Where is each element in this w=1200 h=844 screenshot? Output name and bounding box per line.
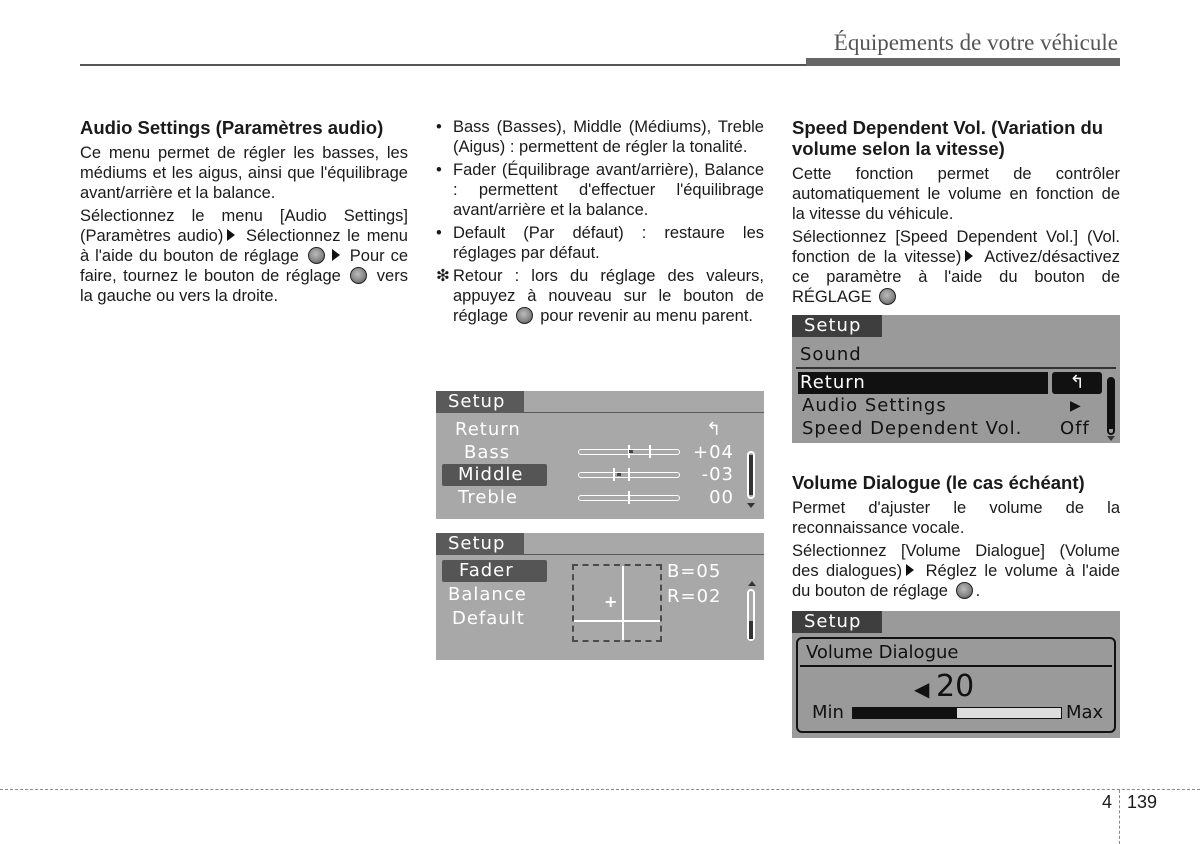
middle-value: -03: [701, 464, 734, 485]
section-number: 4: [1102, 792, 1113, 812]
menu-item-audio-settings[interactable]: Audio Settings: [802, 395, 947, 416]
text-segment: Pour ce faire, tournez le bouton de réglage: [80, 247, 408, 285]
menu-item-treble[interactable]: Treble: [458, 487, 518, 508]
column-audio-settings: [80, 117, 408, 309]
volume-bar[interactable]: [852, 707, 1062, 719]
balance-position-icon: +: [604, 592, 618, 611]
footer-rule: [0, 789, 1200, 790]
return-arrow-icon: ↰: [706, 419, 722, 440]
speed-dependent-value: Off: [1060, 418, 1090, 439]
screen-tab: Setup: [792, 611, 882, 633]
section-heading-audio-settings: Audio Settings (Paramètres audio): [80, 117, 384, 138]
paragraph: Cette fonction permet de contrôler automatiquement le volume en fonction de la vitesse du véhicule.: [792, 165, 1120, 223]
list-item: • Bass (Basses), Middle (Médiums), Treble (Aigus) : permettent de régler la tonalité.: [436, 117, 764, 157]
text-segment: Activez/désactivez ce paramètre à l'aide du bouton de RÉGLAGE: [792, 248, 1120, 306]
scroll-down-icon: [747, 503, 755, 508]
menu-item-balance[interactable]: Balance: [448, 584, 527, 605]
list-item: • Default (Par défaut) : restaure les réglages par défaut.: [436, 223, 764, 263]
divider: [796, 367, 1116, 369]
volume-panel: [796, 637, 1116, 733]
menu-item-speed-dependent-vol[interactable]: Speed Dependent Vol.: [802, 418, 1023, 439]
section-heading-speed-dependent-vol: Speed Dependent Vol. (Variation du volume selon la vitesse): [792, 117, 1104, 159]
arrow-right-icon: [332, 249, 340, 261]
screen-tab: Setup: [792, 315, 882, 337]
arrow-right-icon: [227, 229, 235, 241]
return-icon: ↰: [1136, 419, 1153, 440]
text-segment: Sélectionnez le menu à l'aide du bouton de réglage: [80, 227, 408, 265]
note: [436, 266, 764, 326]
min-label: Min: [812, 702, 844, 723]
scrollbar[interactable]: [747, 451, 755, 499]
menu-item-return[interactable]: Return: [455, 419, 521, 440]
divider: [436, 412, 764, 413]
page-number: 139: [1127, 792, 1158, 812]
treble-value: 00: [709, 487, 734, 508]
column-audio-options: [436, 117, 764, 326]
speaker-icon: ◀: [914, 677, 930, 701]
knob-icon: [350, 267, 367, 284]
header-title: Équipements de votre véhicule: [833, 30, 1118, 55]
text-segment: Réglez le volume à l'aide du bouton de réglage: [792, 562, 1120, 600]
list-item: • Fader (Équilibrage avant/arrière), Balance : permettent d'effectuer l'équilibrage avant/arrière et la balance.: [436, 160, 764, 220]
knob-icon: [516, 307, 533, 324]
text-segment: pour revenir au menu parent.: [535, 307, 754, 325]
scroll-down-icon: [1107, 436, 1115, 441]
header-rule-accent: [806, 58, 1120, 66]
chevron-right-icon: ▶: [1070, 398, 1082, 414]
scrollbar[interactable]: [1107, 377, 1115, 435]
middle-slider[interactable]: [578, 472, 680, 478]
max-label: Max: [1066, 702, 1104, 723]
return-icon: ↰: [1052, 372, 1102, 394]
menu-item-middle[interactable]: Middle: [442, 464, 547, 486]
bass-value: +04: [693, 442, 734, 463]
arrow-right-icon: [965, 250, 973, 262]
column-speed-volume: [792, 117, 1120, 310]
menu-item-fader[interactable]: Fader: [442, 560, 547, 582]
paragraph: Permet d'ajuster le volume de la reconnaissance vocale.: [792, 499, 1120, 537]
note-symbol-icon: ❇: [436, 267, 450, 285]
balance-value: R=02: [667, 586, 722, 607]
screen-tab: Setup: [436, 391, 524, 413]
setup-screen-volume-dialogue: [792, 611, 1120, 738]
paragraph-instructions: [792, 541, 1120, 601]
bass-slider[interactable]: [578, 449, 680, 455]
knob-icon: [308, 247, 325, 264]
bullet-list: [436, 117, 764, 263]
paragraph: Ce menu permet de régler les basses, les médiums et les aigus, ainsi que l'équilibrage avant/arrière et la balance.: [80, 144, 408, 202]
balance-grid: [572, 564, 662, 642]
arrow-right-icon: [906, 564, 914, 576]
menu-item-default[interactable]: Default: [452, 608, 525, 629]
text-segment: Sélectionnez [Speed Dependent Vol.] (Vol. fonction de la vitesse): [792, 228, 1120, 266]
paragraph-instructions: [80, 206, 408, 306]
divider: [436, 554, 764, 555]
fader-value: B=05: [667, 561, 722, 582]
text-segment: .: [975, 582, 981, 600]
volume-bar-fill: [853, 708, 957, 718]
screen-tab: Setup: [436, 533, 524, 555]
treble-slider[interactable]: [578, 495, 680, 501]
text-segment: vers la gauche ou vers la droite.: [80, 267, 408, 305]
column-volume-dialogue: [792, 472, 1120, 604]
text-segment: Retour : lors du réglage des valeurs, appuyez à nouveau sur le bouton de réglage: [453, 267, 764, 325]
divider: [800, 665, 1112, 667]
menu-item-return[interactable]: Return: [798, 372, 1048, 394]
text-segment: Sélectionnez le menu [Audio Settings] (Paramètres audio): [80, 207, 408, 245]
setup-screen-balance: [436, 533, 764, 660]
scroll-up-icon: [748, 581, 756, 586]
scrollbar[interactable]: [747, 589, 755, 641]
volume-title: Volume Dialogue: [806, 642, 959, 663]
section-heading-volume-dialogue: Volume Dialogue (le cas échéant): [792, 472, 1085, 493]
knob-icon: [879, 288, 896, 305]
setup-screen-sound: [792, 315, 1120, 443]
menu-item-bass[interactable]: Bass: [464, 442, 511, 463]
text-segment: Sélectionnez [Volume Dialogue] (Volume des dialogues): [792, 542, 1120, 580]
paragraph-instructions: [792, 227, 1120, 307]
menu-title-sound: Sound: [800, 344, 862, 365]
volume-value: 20: [936, 669, 975, 704]
knob-icon: [956, 582, 973, 599]
footer-divider: [1119, 790, 1120, 844]
